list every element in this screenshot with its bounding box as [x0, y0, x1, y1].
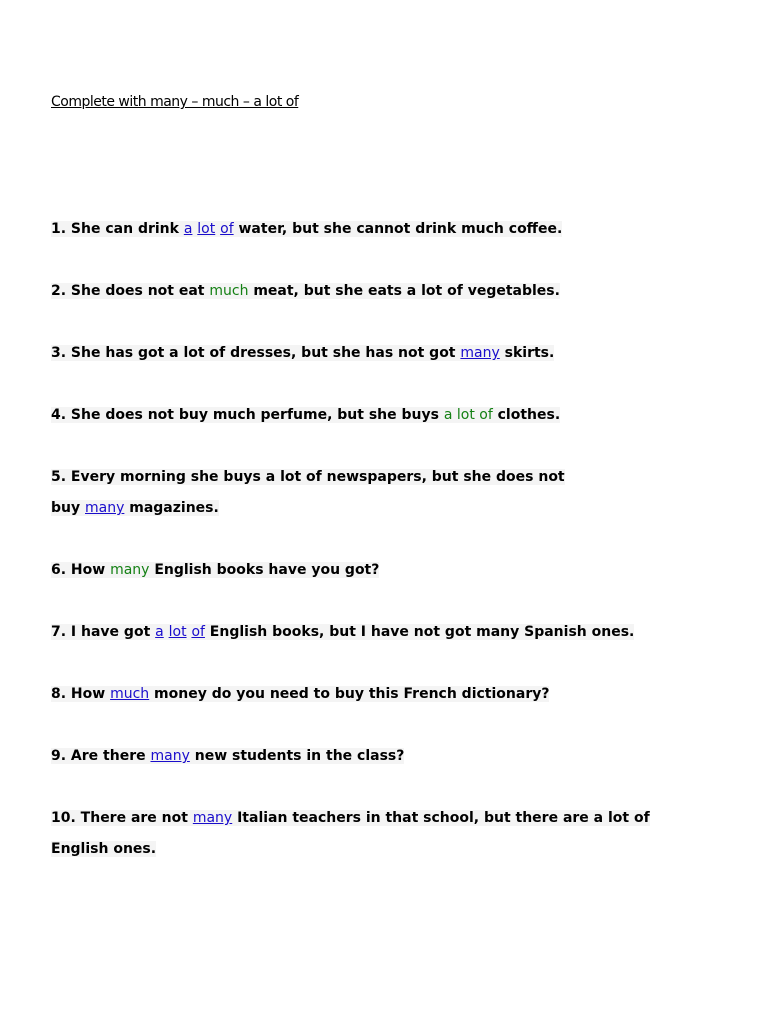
answer-link[interactable]: many [150, 748, 190, 764]
exercise-item-4 [51, 400, 560, 431]
answer-link[interactable]: many [192, 810, 233, 826]
exercise-sentence [51, 810, 650, 826]
exercise-sentence [51, 562, 379, 578]
exercise-line [51, 276, 560, 307]
sentence-text: skirts. [499, 345, 555, 361]
sentence-text: English ones. [51, 841, 157, 857]
exercise-sentence [51, 283, 560, 299]
answer-text: a lot of [443, 407, 493, 423]
answer-link[interactable]: many [85, 500, 125, 516]
exercise-line [51, 462, 565, 493]
exercise-item-7 [51, 617, 634, 648]
sentence-text: clothes. [492, 407, 561, 423]
sentence-text: 2. She does not eat [51, 283, 210, 299]
answer-link[interactable]: much [110, 686, 150, 702]
answer-link[interactable]: many [460, 345, 500, 361]
exercise-line [51, 555, 379, 586]
sentence-text: 5. Every morning she buys a lot of newspapers, but she does not [51, 469, 565, 485]
sentence-text: money do you need to buy this French dictionary? [149, 686, 550, 702]
sentence-text: 10. There are not [51, 810, 193, 826]
exercise-line [51, 214, 562, 245]
exercise-line [51, 834, 650, 865]
sentence-text: magazines. [124, 500, 219, 516]
exercise-sentence [51, 407, 560, 423]
exercise-sentence [51, 469, 565, 485]
exercise-sentence [51, 686, 549, 702]
sentence-text: water, but she cannot drink much coffee. [233, 221, 563, 237]
sentence-text: English books have you got? [149, 562, 380, 578]
exercise-line [51, 803, 650, 834]
exercise-sentence [51, 841, 156, 857]
sentence-text: 9. Are there [51, 748, 151, 764]
exercise-line [51, 338, 554, 369]
exercise-item-5 [51, 462, 565, 524]
answer-text: many [110, 562, 150, 578]
exercise-item-10 [51, 803, 650, 865]
worksheet-title: Complete with many – much – a lot of [51, 94, 299, 110]
exercise-sentence [51, 345, 554, 361]
answer-link[interactable]: a [155, 624, 164, 640]
answer-link[interactable]: lot [168, 624, 187, 640]
exercise-item-6 [51, 555, 379, 586]
exercise-item-3 [51, 338, 554, 369]
answer-link[interactable]: of [220, 221, 234, 237]
answer-link[interactable]: a [183, 221, 193, 237]
sentence-text: new students in the class? [189, 748, 405, 764]
exercise-item-2 [51, 276, 560, 307]
sentence-text: 1. She can drink [51, 221, 184, 237]
answer-link[interactable]: lot [197, 221, 216, 237]
answer-text: much [209, 283, 249, 299]
sentence-text: meat, but she eats a lot of vegetables. [248, 283, 560, 299]
sentence-text: 3. She has got a lot of dresses, but she has not got [51, 345, 461, 361]
exercise-line [51, 741, 404, 772]
sentence-text: English books, but I have not got many Spanish ones. [204, 624, 635, 640]
exercise-item-1 [51, 214, 562, 245]
answer-link[interactable]: of [191, 624, 205, 640]
sentence-text: 6. How [51, 562, 111, 578]
exercise-sentence [51, 748, 404, 764]
exercise-sentence [51, 221, 562, 237]
exercise-line [51, 679, 549, 710]
sentence-text: 4. She does not buy much perfume, but she buys [51, 407, 444, 423]
exercise-sentence [51, 500, 219, 516]
exercise-line [51, 493, 565, 524]
exercise-sentence [51, 624, 634, 640]
sentence-text: 7. I have got [51, 624, 156, 640]
exercise-item-8 [51, 679, 549, 710]
exercise-item-9 [51, 741, 404, 772]
exercise-line [51, 617, 634, 648]
exercise-line [51, 400, 560, 431]
sentence-text: Italian teachers in that school, but there are a lot of [232, 810, 650, 826]
sentence-text: 8. How [51, 686, 111, 702]
sentence-text: buy [51, 500, 85, 516]
